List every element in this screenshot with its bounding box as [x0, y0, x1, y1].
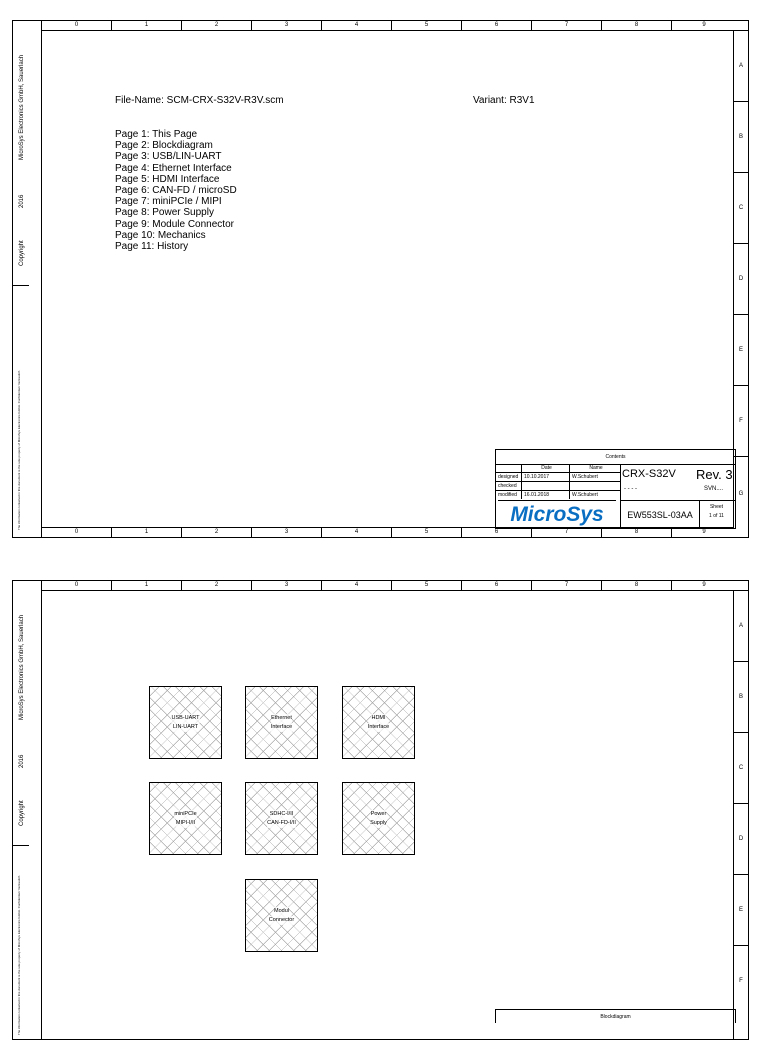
col-label: 1 — [111, 581, 181, 590]
block-power-supply[interactable] — [342, 782, 415, 855]
block-label: Ethernet — [271, 714, 292, 721]
block-label: miniPCIe — [174, 810, 197, 817]
name-header: Name — [589, 465, 603, 471]
revision-table — [496, 464, 621, 500]
block-label: Interface — [367, 723, 390, 730]
col-label: 5 — [391, 528, 461, 537]
page-entry: Page 4: Ethernet Interface — [115, 162, 232, 174]
row-label: B — [734, 661, 748, 732]
col-label: 0 — [41, 581, 111, 590]
col-label: 5 — [391, 21, 461, 30]
col-label: 6 — [461, 528, 531, 537]
block-label: Modul — [274, 907, 289, 914]
title-block-section: Contents — [496, 450, 735, 465]
year-text: 2016 — [19, 194, 25, 208]
page-entry: Page 11: History — [115, 241, 189, 253]
col-label: 1 — [111, 21, 181, 30]
row-label: A — [734, 590, 748, 661]
col-label: 7 — [531, 528, 601, 537]
copyright-text: Copyright — [19, 240, 25, 266]
col-label: 9 — [671, 21, 736, 30]
product-name: CRX-S32V — [622, 468, 676, 480]
row-label: E — [734, 314, 748, 385]
block-label: Power — [370, 810, 387, 817]
block-label: SDHC-I/II — [269, 810, 294, 817]
page-entry: Page 10: Mechanics — [115, 229, 206, 241]
col-label: 3 — [251, 528, 321, 537]
modified-label: modified — [496, 491, 522, 499]
col-label: 4 — [321, 581, 391, 590]
file-name: File-Name: SCM-CRX-S32V-R3V.scm — [115, 95, 284, 106]
modified-date: 16.01.2018 — [522, 491, 570, 499]
row-label: C — [734, 172, 748, 243]
col-label: 7 — [531, 21, 601, 30]
confidential-notice: The information contained in this document is the sole property of MicroSys Electronics GmbH. Confidential / Vertraulich — [17, 370, 21, 530]
col-label: 5 — [391, 581, 461, 590]
block-label: MIPI-I/II — [175, 819, 196, 826]
revision: Rev. 3 — [696, 467, 733, 482]
row-label: C — [734, 732, 748, 803]
company-text: MicroSys Electronics GmbH, Sauerlach — [19, 54, 25, 160]
page-entry: Page 1: This Page — [115, 129, 198, 140]
col-label: 6 — [461, 581, 531, 590]
document-number: EW553SL-03AA — [620, 500, 700, 529]
block-label: USB-UART — [171, 714, 200, 721]
block-label: HDMI — [371, 714, 386, 721]
microsys-logo: MicroSys — [498, 500, 616, 529]
page-entry: Page 8: Power Supply — [115, 207, 214, 219]
col-label: 8 — [601, 528, 671, 537]
col-label: 2 — [181, 581, 251, 590]
schematic-sheet-1 — [12, 20, 749, 538]
column-ruler-top — [41, 21, 734, 31]
copyright-text: Copyright — [19, 800, 25, 826]
block-sdhc-canfd[interactable] — [245, 782, 318, 855]
block-label: Connector — [268, 916, 295, 923]
block-module-connector[interactable] — [245, 879, 318, 952]
company-text: MicroSys Electronics GmbH, Sauerlach — [19, 614, 25, 720]
col-label: 3 — [251, 581, 321, 590]
row-label: A — [734, 30, 748, 101]
designed-date: 10.10.2017 — [522, 473, 570, 481]
col-label: 8 — [601, 581, 671, 590]
row-label: E — [734, 874, 748, 945]
block-label: CAN-FD-I/II — [267, 819, 296, 826]
col-label: 2 — [181, 528, 251, 537]
page-entry: Page 7: miniPCIe / MIPI — [115, 196, 222, 208]
sheet-value: 1 of 11 — [709, 513, 724, 519]
col-label: 1 — [111, 528, 181, 537]
row-label: F — [734, 945, 748, 1016]
designed-label: designed — [496, 473, 522, 481]
page-entry: Page 9: Module Connector — [115, 218, 234, 230]
col-label: 9 — [671, 528, 736, 537]
schematic-sheet-2 — [12, 580, 749, 1040]
year-text: 2016 — [19, 754, 25, 768]
row-label: B — [734, 101, 748, 172]
col-label: 2 — [181, 21, 251, 30]
block-label: Supply — [370, 819, 387, 826]
svn-label: SVN.... — [704, 486, 724, 492]
variant: Variant: R3V1 — [473, 95, 535, 106]
col-label: 0 — [41, 528, 111, 537]
block-ethernet[interactable] — [245, 686, 318, 759]
block-label: Interface — [270, 723, 293, 730]
col-label: 9 — [671, 581, 736, 590]
column-ruler-top — [41, 581, 734, 591]
left-margin — [13, 30, 42, 528]
placeholder-dashes: - - - - — [624, 486, 637, 492]
modified-name: W.Schubert — [572, 492, 598, 498]
col-label: 4 — [321, 21, 391, 30]
col-label: 8 — [601, 21, 671, 30]
col-label: 4 — [321, 528, 391, 537]
page-entry: Page 3: USB/LIN-UART — [115, 151, 222, 163]
row-label: D — [734, 243, 748, 314]
title-block — [495, 449, 736, 529]
divider — [13, 285, 29, 286]
divider — [13, 845, 29, 846]
page-entry: Page 2: Blockdiagram — [115, 140, 213, 152]
col-label: 0 — [41, 21, 111, 30]
designed-name: W.Schubert — [572, 474, 598, 480]
date-header: Date — [522, 464, 570, 472]
sheet-counter — [698, 500, 735, 529]
col-label: 6 — [461, 21, 531, 30]
row-ruler-right — [733, 590, 748, 1039]
row-label: F — [734, 385, 748, 456]
block-label: LIN-UART — [172, 723, 199, 730]
col-label: 7 — [531, 581, 601, 590]
row-label: G — [734, 456, 748, 530]
title-block-section: Blockdiagram — [495, 1009, 736, 1023]
page-index — [115, 129, 237, 252]
block-minipcie[interactable] — [149, 782, 222, 855]
block-hdmi[interactable] — [342, 686, 415, 759]
checked-label: checked — [496, 482, 522, 490]
page-entry: Page 5: HDMI Interface — [115, 173, 220, 185]
left-margin — [13, 590, 42, 1039]
page-entry: Page 6: CAN-FD / microSD — [115, 185, 237, 197]
block-usb-uart[interactable] — [149, 686, 222, 759]
row-label: D — [734, 803, 748, 874]
sheet-label: Sheet — [709, 504, 724, 510]
col-label: 3 — [251, 21, 321, 30]
confidential-notice: The information contained in this document is the sole property of MicroSys Electronics GmbH. Confidential / Vertraulich — [17, 875, 21, 1035]
